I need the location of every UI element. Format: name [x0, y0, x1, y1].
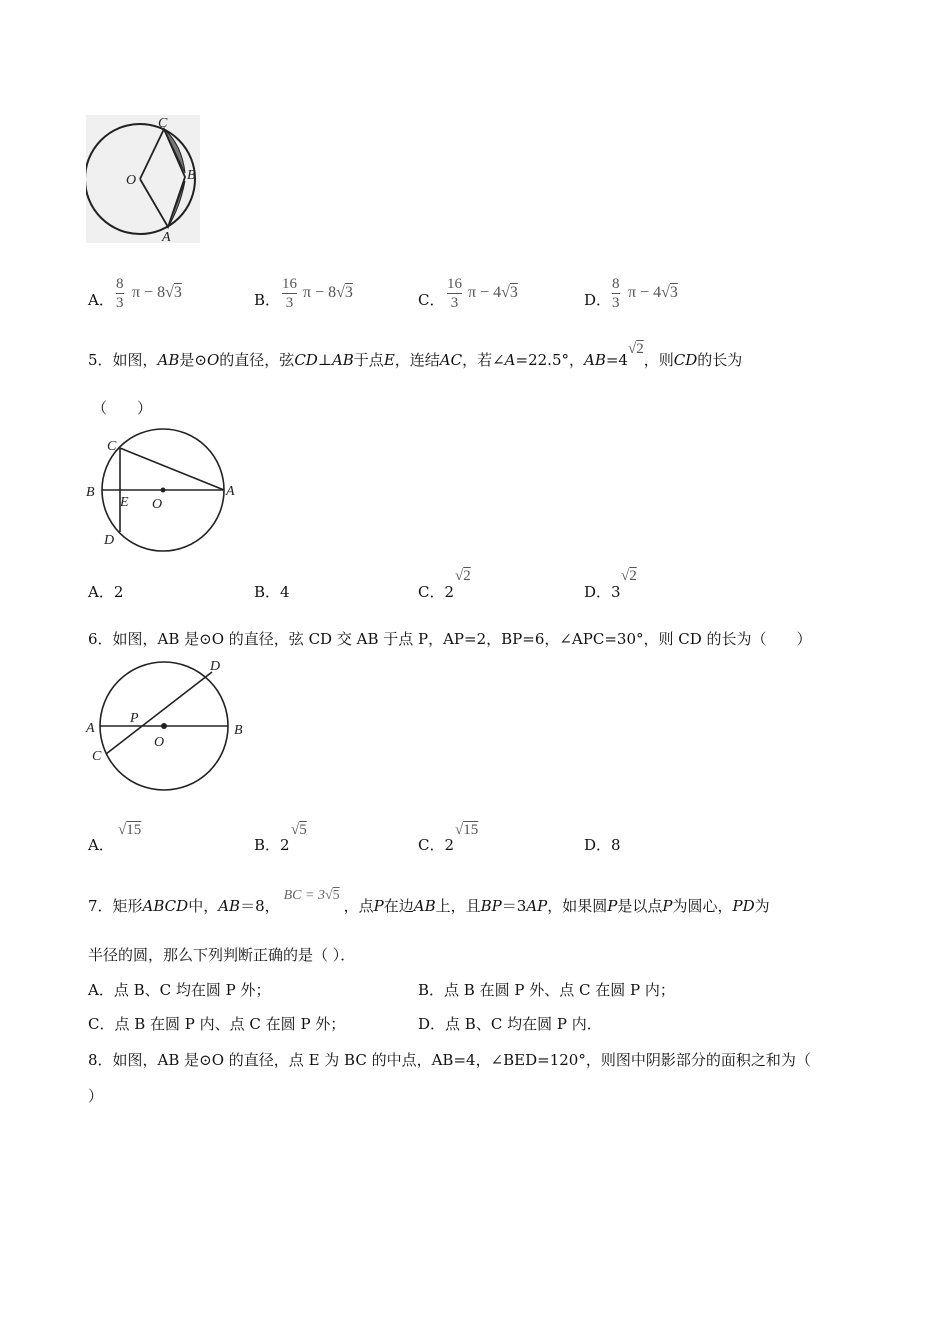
label-o: O: [152, 497, 163, 512]
label-o: O: [126, 173, 137, 188]
figure-q6-diagram: [84, 656, 254, 794]
label-p: P: [130, 711, 139, 726]
label-a: A: [86, 721, 95, 736]
label-a: A: [162, 230, 171, 243]
q6-option-c: C．2: [418, 836, 455, 854]
q5-answer-paren: （ ）: [92, 399, 153, 417]
q4-option-d-expr: π − 4√3: [628, 284, 678, 301]
figure-q5: [84, 428, 238, 554]
q4-option-c-label: C．: [418, 291, 445, 309]
q7-option-c: C．点 B 在圆 P 内、点 C 在圆 P 外；: [88, 1015, 346, 1033]
q5-option-c-sqrt: √2: [455, 568, 471, 584]
label-b: B: [234, 723, 243, 738]
q6-option-b-sqrt: √5: [291, 822, 307, 838]
label-c: C: [107, 439, 117, 454]
label-e: E: [120, 495, 129, 510]
q7-option-d: D．点 B、C 均在圆 P 内．: [418, 1015, 602, 1033]
q4-option-c-expr: π − 4√3: [468, 284, 518, 301]
q5-stem: 5．如图，AB是⊙O的直径，弦CD⊥AB于点E，连结AC，若∠A=22.5°，AB=4√2，则CD的长为: [88, 341, 743, 369]
q7-option-b: B．点 B 在圆 P 外、点 C 在圆 P 内；: [418, 981, 675, 999]
q4-option-a-fraction: 8 3: [116, 276, 124, 311]
q4-option-b-label: B．: [254, 291, 281, 309]
label-a: A: [226, 484, 235, 499]
q4-option-b-fraction: 16 3: [282, 276, 297, 311]
label-c: C: [158, 116, 168, 131]
q5-option-c: C．2: [418, 583, 455, 601]
figure-q4: [86, 115, 200, 243]
label-b: B: [86, 485, 95, 500]
q6-option-d: D．8: [584, 836, 621, 854]
q5-option-d: D．3: [584, 583, 621, 601]
q7-stem-line2: 半径的圆，那么下列判断正确的是（ ）．: [88, 946, 356, 964]
figure-q6: [84, 656, 254, 794]
q6-option-a-sqrt: √15: [118, 822, 142, 838]
q4-option-d-fraction: 8 3: [612, 276, 620, 311]
q6-option-c-sqrt: √15: [455, 822, 479, 838]
q7-stem-line1: 7．矩形ABCD中，AB＝8，BC = 3√5，点P在边AB上，且BP＝3AP，如果圆P是以点P为圆心，PD为: [88, 888, 770, 915]
q4-option-b-expr: π − 8√3: [303, 284, 353, 301]
q5-option-b: B．4: [254, 583, 290, 601]
label-c: C: [92, 749, 102, 764]
q7-option-a: A．点 B、C 均在圆 P 外；: [88, 981, 271, 999]
q8-stem-line1: 8．如图，AB 是⊙O 的直径，点 E 为 BC 的中点，AB=4，∠BED=120°，则图中阴影部分的面积之和为（: [88, 1051, 811, 1069]
q5-option-d-sqrt: √2: [621, 568, 637, 584]
q6-stem: 6．如图，AB 是⊙O 的直径，弦 CD 交 AB 于点 P，AP=2，BP=6，∠APC=30°，则 CD 的长为（ ）: [88, 630, 812, 648]
q4-option-c-fraction: 16 3: [447, 276, 462, 311]
label-d: D: [104, 533, 115, 548]
q4-option-d-label: D．: [584, 291, 612, 309]
label-b: B: [187, 168, 196, 183]
q6-option-b: B．2: [254, 836, 290, 854]
q4-option-a-label: A．: [88, 291, 114, 309]
q4-option-a-expr: π − 8√3: [132, 284, 182, 301]
q6-option-a: A．: [88, 836, 114, 854]
figure-q5-diagram: [84, 428, 238, 554]
figure-q4-diagram: [86, 115, 200, 243]
label-o: O: [154, 735, 165, 750]
q5-option-a: A．2: [88, 583, 124, 601]
q8-stem-line2: ）: [88, 1087, 104, 1105]
label-d: D: [210, 659, 221, 674]
